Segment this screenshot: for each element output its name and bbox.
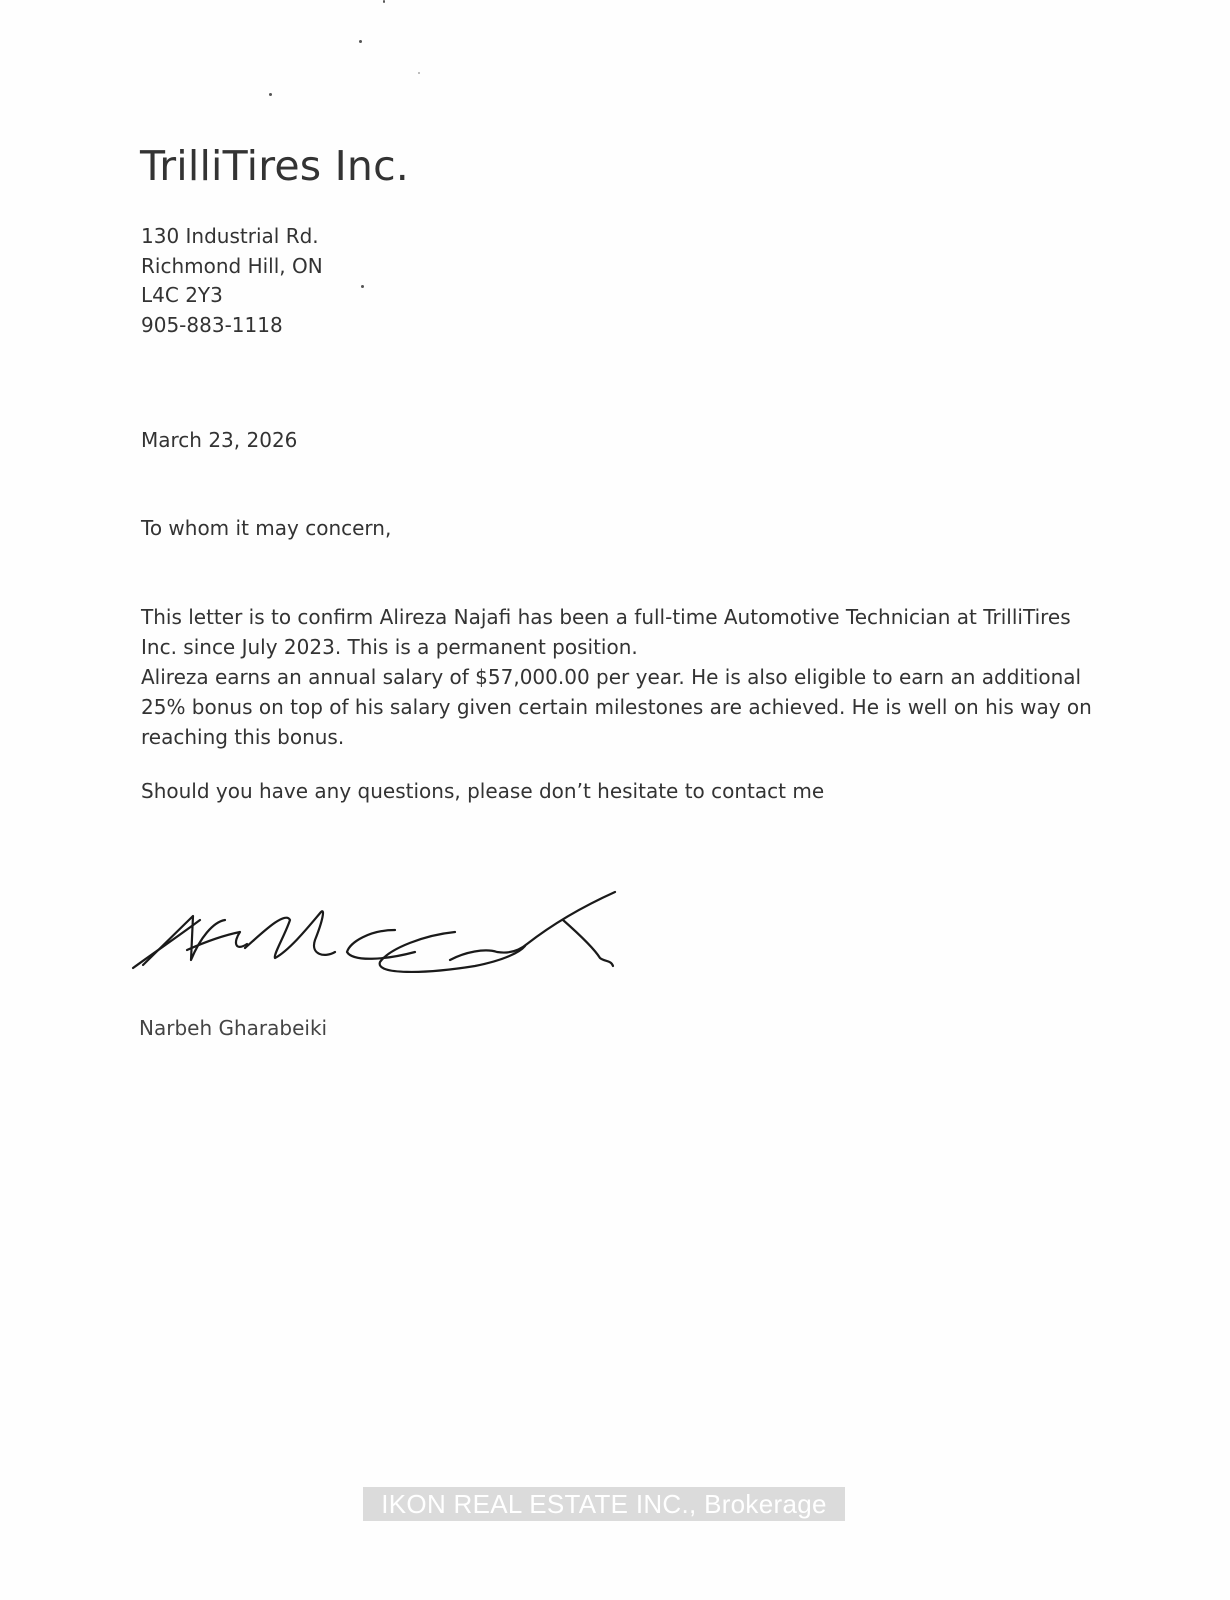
letter-date: March 23, 2026 <box>141 428 298 452</box>
scan-speck <box>269 93 272 96</box>
address-phone: 905-883-1118 <box>141 312 283 337</box>
body-line: Alireza earns an annual salary of $57,000.00 per year. He is also eligible to earn an additional <box>141 665 1082 689</box>
signer-name: Narbeh Gharabeiki <box>139 1016 328 1040</box>
address-city: Richmond Hill, ON <box>141 253 323 278</box>
letter-body <box>141 602 1092 752</box>
handwritten-signature <box>125 880 635 990</box>
company-name: TrilliTires Inc. <box>140 142 410 190</box>
company-address <box>141 222 323 340</box>
brokerage-watermark: IKON REAL ESTATE INC., Brokerage <box>363 1487 845 1521</box>
body-line: 25% bonus on top of his salary given certain milestones are achieved. He is well on his way on <box>141 695 1092 719</box>
scan-speck <box>418 72 420 74</box>
scan-speck <box>361 285 364 288</box>
closing-line: Should you have any questions, please don’t hesitate to contact me <box>141 779 825 803</box>
body-line: Inc. since July 2023. This is a permanent position. <box>141 635 638 659</box>
scan-speck <box>383 0 385 3</box>
body-line: This letter is to confirm Alireza Najafi has been a full-time Automotive Technician at TrilliTires <box>141 605 1071 629</box>
address-postal-code: L4C 2Y3 <box>141 283 223 307</box>
scan-speck <box>359 40 362 43</box>
body-line: reaching this bonus. <box>141 725 345 749</box>
salutation: To whom it may concern, <box>141 516 392 540</box>
address-street: 130 Industrial Rd. <box>141 224 319 248</box>
